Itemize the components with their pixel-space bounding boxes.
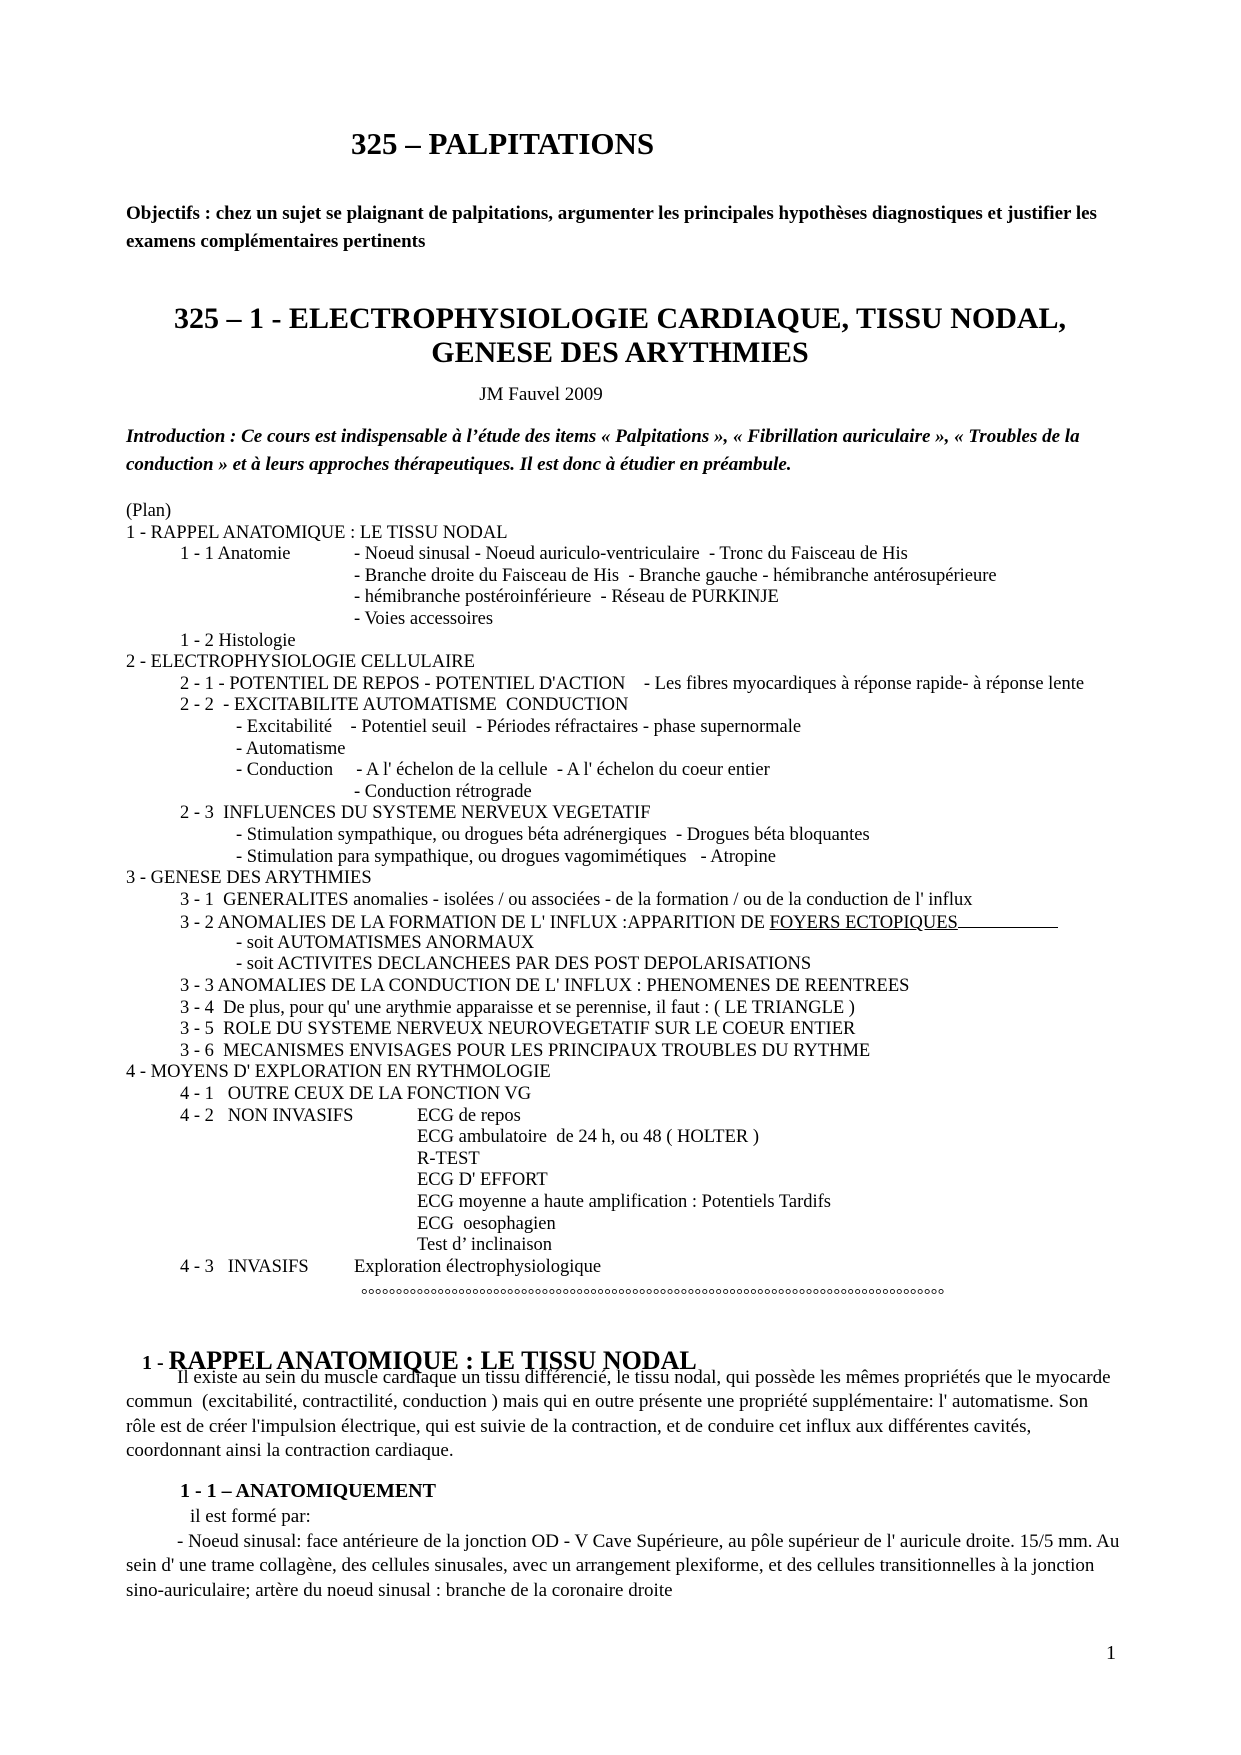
- plan-line: - Automatisme: [236, 738, 346, 759]
- plan-line: ECG moyenne a haute amplification : Potentiels Tardifs: [417, 1192, 832, 1212]
- page-number: 1: [1106, 1642, 1116, 1664]
- plan-line: 1 - 2 Histologie: [180, 630, 296, 651]
- plan-line: 3 - 6 MECANISMES ENVISAGES POUR LES PRINCIPAUX TROUBLES DU RYTHME: [180, 1040, 871, 1061]
- formed-by-line: il est formé par:: [190, 1506, 311, 1527]
- plan-line: 3 - 1 GENERALITES anomalies - isolées / ou associées - de la formation / ou de la conduction de l' influx: [180, 889, 973, 910]
- plan-line: - soit ACTIVITES DECLANCHEES PAR DES POST DEPOLARISATIONS: [236, 954, 812, 975]
- plan-line: R-TEST: [417, 1148, 480, 1169]
- author-line: JM Fauvel 2009: [479, 384, 603, 405]
- plan-line: - Excitabilité - Potentiel seuil - Périodes réfractaires - phase supernormale: [236, 716, 802, 737]
- section1-heading-number: 1 -: [142, 1352, 169, 1374]
- plan-label: (Plan): [126, 501, 172, 521]
- plan-line: ECG D' EFFORT: [417, 1170, 548, 1191]
- plan-line: 2 - 1 - POTENTIEL DE REPOS - POTENTIEL D'ACTION - Les fibres myocardiques à réponse rapide- à réponse lente: [180, 673, 1085, 694]
- plan-line: 3 - GENESE DES ARYTHMIES: [126, 868, 372, 889]
- plan-line: - hémibranche postéroinférieure - Réseau de PURKINJE: [354, 587, 779, 608]
- plan-line: 3 - 3 ANOMALIES DE LA CONDUCTION DE L' INFLUX : PHENOMENES DE REENTREES: [180, 976, 910, 997]
- plan-line: - Conduction - A l' échelon de la cellule - A l' échelon du coeur entier: [236, 760, 770, 781]
- section-title: [126, 302, 1114, 370]
- plan-line: Test d’ inclinaison: [417, 1235, 553, 1256]
- plan-line: 3 - 5 ROLE DU SYSTEME NERVEUX NEUROVEGETATIF SUR LE COEUR ENTIER: [180, 1019, 856, 1040]
- plan-line: 3 - 2 ANOMALIES DE LA FORMATION DE L' INFLUX :APPARITION DE FOYERS ECTOPIQUES: [0, 911, 1241, 933]
- body-paragraph-1: Il existe au sein du muscle cardiaque un tissu différencié, le tissu nodal, qui possède les mêmes propriétés que le myocarde commun (excitabilité, contractilité, conduction ) mais qui en outre présente une propriété supplémentaire: l' automatisme. Son rôle est de créer l'impulsion électrique, qui est suivie de la contraction, et de conduire cet influx aux différentes cavités, coordonnant ainsi la contraction cardiaque.: [126, 1367, 1116, 1461]
- plan-line: 4 - 1 OUTRE CEUX DE LA FONCTION VG: [180, 1084, 532, 1105]
- plan-line: ECG ambulatoire de 24 h, ou 48 ( HOLTER ): [417, 1127, 760, 1148]
- underlined-text: FOYERS ECTOPIQUES: [769, 913, 958, 934]
- intro-paragraph: Introduction : Ce cours est indispensable à l’étude des items « Palpitations », « Fibrillation auriculaire », « Troubles de la conduction » et à leurs approches thérapeutiques. Il est donc à étudier en préambule.: [126, 426, 1085, 475]
- plan-line: 4 - 2 NON INVASIFS ECG de repos: [180, 1105, 521, 1126]
- plan-line: 1 - 1 Anatomie - Noeud sinusal - Noeud auriculo-ventriculaire - Tronc du Faisceau de His: [180, 544, 908, 565]
- subsection-heading: 1 - 1 – ANATOMIQUEMENT: [180, 1480, 436, 1502]
- plan-line: 4 - MOYENS D' EXPLORATION EN RYTHMOLOGIE: [126, 1062, 551, 1083]
- plan-line: - soit AUTOMATISMES ANORMAUX: [236, 932, 535, 953]
- section-title-line1: 325 – 1 - ELECTROPHYSIOLOGIE CARDIAQUE, TISSU NODAL,: [173, 302, 1067, 335]
- plan-line: - Stimulation para sympathique, ou drogues vagomimétiques - Atropine: [236, 846, 777, 867]
- underline-extension: [958, 911, 1058, 928]
- plan-line: 2 - 3 INFLUENCES DU SYSTEME NERVEUX VEGETATIF: [180, 803, 651, 824]
- plan-line: 1 - RAPPEL ANATOMIQUE : LE TISSU NODAL: [126, 522, 508, 543]
- doc-title: 325 – PALPITATIONS: [351, 126, 655, 161]
- plan-line: 4 - 3 INVASIFS Exploration électrophysiologique: [180, 1256, 602, 1277]
- objectifs-paragraph: Objectifs : chez un sujet se plaignant de palpitations, argumenter les principales hypothèses diagnostiques et justifier les examens complémentaires pertinents: [126, 203, 1102, 252]
- plan-outline: [0, 501, 1241, 1307]
- plan-line: ECG oesophagien: [417, 1213, 556, 1234]
- body-paragraph-2: - Noeud sinusal: face antérieure de la jonction OD - V Cave Supérieure, au pôle supérieur de l' auricule droite. 15/5 mm. Au sein d' une trame collagène, des cellules sinusales, avec un arrangement plexiforme, et des cellules transitionnelles à la jonction sino-auriculaire; artère du noeud sinusal : branche de la coronaire droite: [126, 1531, 1125, 1601]
- section-title-line2: GENESE DES ARYTHMIES: [431, 336, 809, 369]
- plan-line: 2 - 2 - EXCITABILITE AUTOMATISME CONDUCTION: [180, 695, 629, 716]
- plan-divider: °°°°°°°°°°°°°°°°°°°°°°°°°°°°°°°°°°°°°°°°°°°°°°°°°°°°°°°°°°°°°°°°°°°°°°°°°°°°°°°°°°°°: [361, 1285, 945, 1305]
- plan-line: 3 - 4 De plus, pour qu' une arythmie apparaisse et se perennise, il faut : ( LE TRIANGLE ): [180, 997, 855, 1018]
- plan-line: - Stimulation sympathique, ou drogues béta adrénergiques - Drogues béta bloquantes: [236, 824, 870, 845]
- plan-line: 2 - ELECTROPHYSIOLOGIE CELLULAIRE: [126, 652, 475, 673]
- plan-line: - Conduction rétrograde: [354, 781, 532, 802]
- plan-line: - Voies accessoires: [354, 608, 494, 629]
- plan-line: - Branche droite du Faisceau de His - Branche gauche - hémibranche antérosupérieure: [354, 565, 997, 586]
- section1-heading-text: RAPPEL ANATOMIQUE : LE TISSU NODAL: [168, 1346, 697, 1375]
